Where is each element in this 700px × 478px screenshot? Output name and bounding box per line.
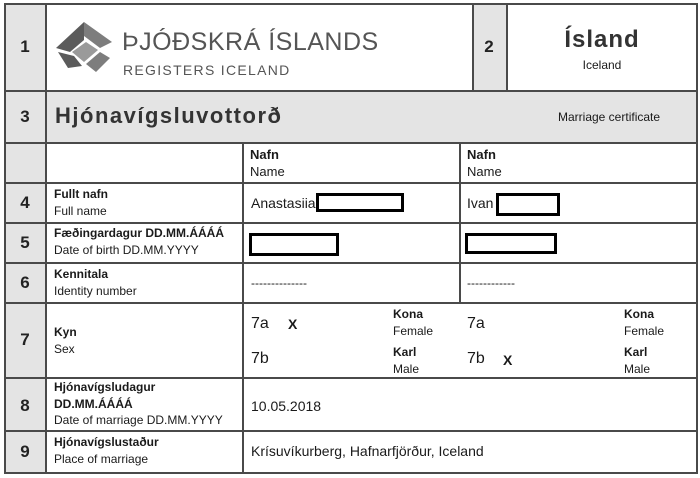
label-full-name: Fullt nafn bbox=[54, 187, 108, 201]
spouse2-male-label: Karl bbox=[624, 345, 648, 359]
spouse2-female-label-en: Female bbox=[624, 324, 665, 338]
row-number-2: 2 bbox=[484, 37, 494, 56]
label-marriage-date-en: Date of marriage DD.MM.YYYY bbox=[54, 413, 223, 427]
spouse1-identity-number: -------------- bbox=[251, 276, 307, 290]
col-left-header: Nafn bbox=[250, 147, 279, 162]
spouse2-full-name: Ivan bbox=[467, 195, 494, 211]
spouse1-male-label: Karl bbox=[393, 345, 417, 359]
redaction-box bbox=[465, 233, 557, 254]
row-number-8: 8 bbox=[20, 396, 30, 415]
country-name: Ísland bbox=[564, 26, 640, 53]
spouse1-option-7b: 7b bbox=[251, 350, 269, 367]
label-marriage-place-en: Place of marriage bbox=[54, 452, 149, 466]
spouse1-male-label-en: Male bbox=[393, 362, 420, 376]
document-title: Hjónavígsluvottorð bbox=[55, 103, 283, 128]
label-full-name-en: Full name bbox=[54, 204, 107, 218]
spouse1-option-7a: 7a bbox=[251, 315, 269, 332]
marriage-place-value: Krísuvíkurberg, Hafnarfjörður, Iceland bbox=[251, 443, 484, 459]
label-sex-en: Sex bbox=[54, 342, 75, 356]
label-identity-number-en: Identity number bbox=[54, 284, 137, 298]
row-number-6: 6 bbox=[20, 273, 30, 292]
redaction-box bbox=[316, 193, 404, 212]
redaction-box bbox=[249, 233, 339, 256]
label-marriage-date-format: DD.MM.ÁÁÁÁ bbox=[54, 397, 133, 411]
org-name: ÞJÓÐSKRÁ ÍSLANDS bbox=[122, 28, 379, 56]
label-marriage-date: Hjónavígsludagur bbox=[54, 380, 156, 394]
country-name-en: Iceland bbox=[582, 58, 622, 72]
row-number-3: 3 bbox=[20, 107, 30, 126]
spouse1-female-label-en: Female bbox=[393, 324, 434, 338]
spouse2-male-checkmark: X bbox=[503, 352, 513, 368]
spouse1-full-name: Anastasiia bbox=[251, 195, 316, 211]
row-number-1: 1 bbox=[20, 37, 30, 56]
row-number-7: 7 bbox=[20, 330, 30, 349]
col-right-header: Nafn bbox=[467, 147, 496, 162]
spouse2-female-label: Kona bbox=[624, 307, 654, 321]
spouse2-option-7a: 7a bbox=[467, 315, 485, 332]
redaction-box bbox=[496, 193, 560, 216]
label-marriage-place: Hjónavígslustaður bbox=[54, 435, 159, 449]
label-date-of-birth-en: Date of birth DD.MM.YYYY bbox=[54, 243, 199, 257]
label-identity-number: Kennitala bbox=[54, 267, 109, 281]
marriage-date-value: 10.05.2018 bbox=[251, 398, 322, 414]
org-name-en: REGISTERS ICELAND bbox=[123, 62, 291, 78]
label-date-of-birth: Fæðingardagur DD.MM.ÁÁÁÁ bbox=[54, 226, 224, 240]
document-title-en: Marriage certificate bbox=[558, 110, 661, 124]
spouse2-male-label-en: Male bbox=[624, 362, 651, 376]
registers-iceland-logo-icon bbox=[52, 18, 116, 76]
spouse1-female-label: Kona bbox=[393, 307, 423, 321]
col-right-header-en: Name bbox=[467, 164, 502, 179]
row-number-4: 4 bbox=[20, 193, 30, 212]
label-sex: Kyn bbox=[54, 325, 77, 339]
spouse2-identity-number: ------------ bbox=[467, 276, 515, 290]
spouse2-option-7b: 7b bbox=[467, 350, 485, 367]
col-left-header-en: Name bbox=[250, 164, 285, 179]
spouse1-female-checkmark: X bbox=[288, 316, 298, 332]
row-number-5: 5 bbox=[20, 233, 30, 252]
row-number-9: 9 bbox=[20, 442, 30, 461]
